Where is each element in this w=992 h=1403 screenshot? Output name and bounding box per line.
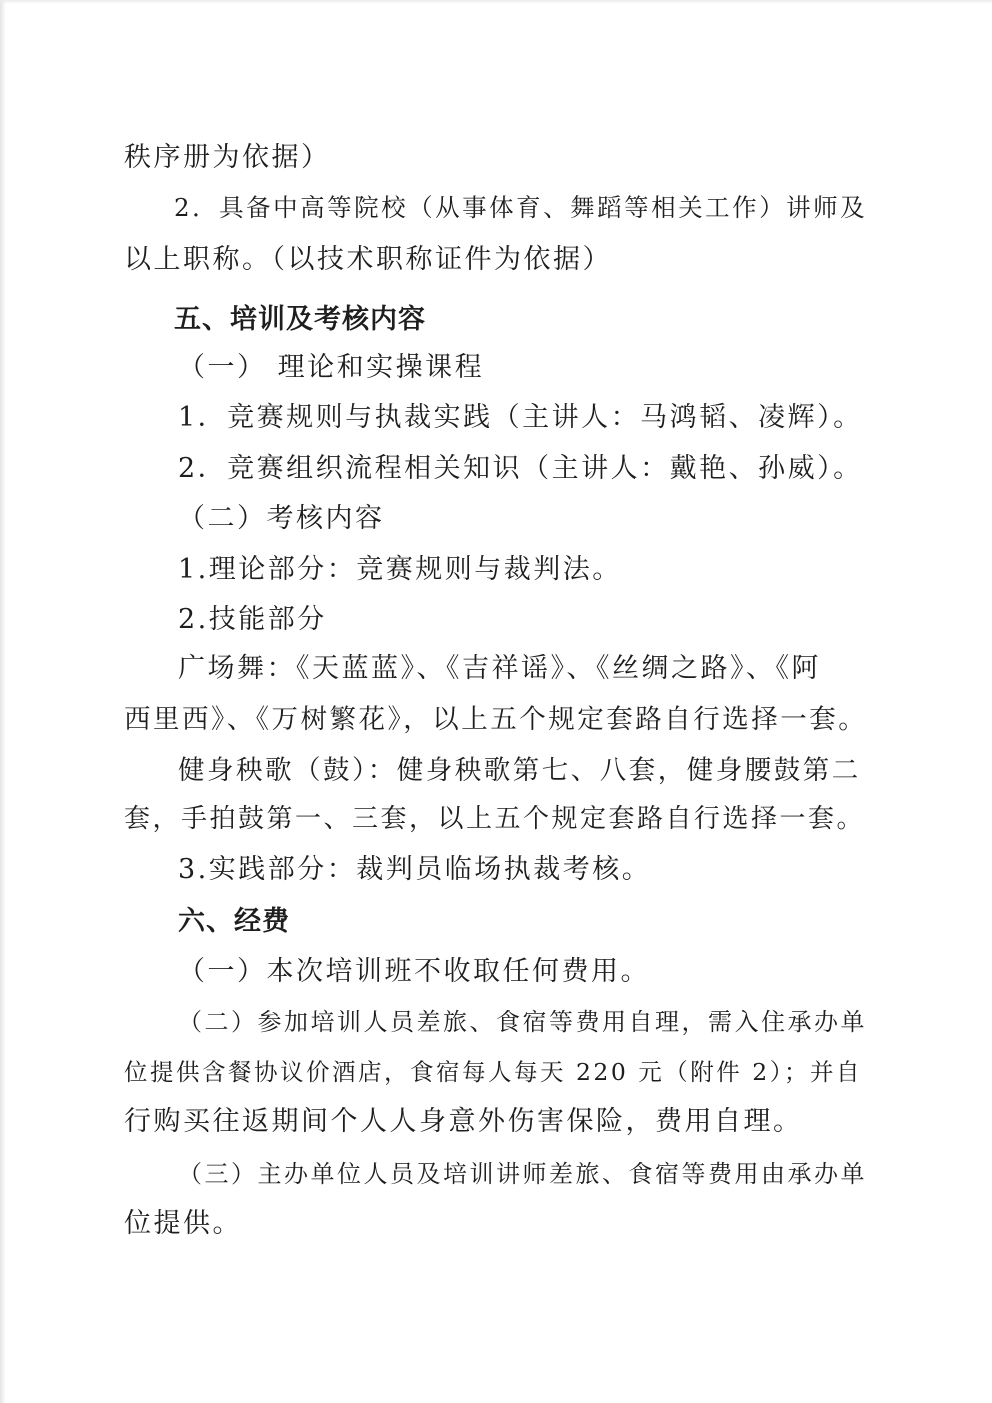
text-line: 秩序册为依据）	[124, 142, 331, 173]
section-heading-funding: 六、经费	[178, 906, 290, 937]
text-line: 1．竞赛规则与执裁实践（主讲人：马鸿韬、凌辉）。	[178, 402, 863, 433]
section-heading-training: 五、培训及考核内容	[174, 304, 426, 335]
text-line: 行购买往返期间个人人身意外伤害保险，费用自理。	[124, 1106, 803, 1137]
text-line: 位提供含餐协议价酒店，食宿每人每天 220 元（附件 2）；并自	[124, 1058, 862, 1086]
text-line: 3.实践部分：裁判员临场执裁考核。	[178, 854, 652, 885]
text-line: 健身秧歌（鼓）：健身秧歌第七、八套，健身腰鼓第二	[178, 755, 861, 786]
text-line: 以上职称。（以技术职称证件为依据）	[124, 244, 612, 275]
text-line: （二）参加培训人员差旅、食宿等费用自理，需入住承办单	[178, 1008, 867, 1036]
text-line: 2．具备中高等院校（从事体育、舞蹈等相关工作）讲师及	[174, 193, 868, 222]
text-line: 2.技能部分	[178, 604, 327, 635]
text-line: （三）主办单位人员及培训讲师差旅、食宿等费用由承办单	[178, 1160, 867, 1188]
text-line: 套，手拍鼓第一、三套，以上五个规定套路自行选择一套。	[124, 804, 866, 834]
text-line: 2．竞赛组织流程相关知识（主讲人：戴艳、孙威）。	[178, 453, 863, 484]
subsection-heading: （二）考核内容	[178, 503, 385, 534]
text-line: 西里西》、《万树繁花》，以上五个规定套路自行选择一套。	[124, 704, 868, 735]
subsection-heading: （一） 理论和实操课程	[178, 352, 485, 383]
scan-edge-top	[0, 0, 992, 4]
text-line: 1.理论部分：竞赛规则与裁判法。	[178, 554, 622, 585]
text-line: 位提供。	[124, 1208, 242, 1239]
scan-edge-left	[0, 0, 6, 1403]
text-line: 广场舞：《天蓝蓝》、《吉祥谣》、《丝绸之路》、《阿	[178, 653, 821, 684]
text-line: （一）本次培训班不收取任何费用。	[178, 956, 650, 987]
